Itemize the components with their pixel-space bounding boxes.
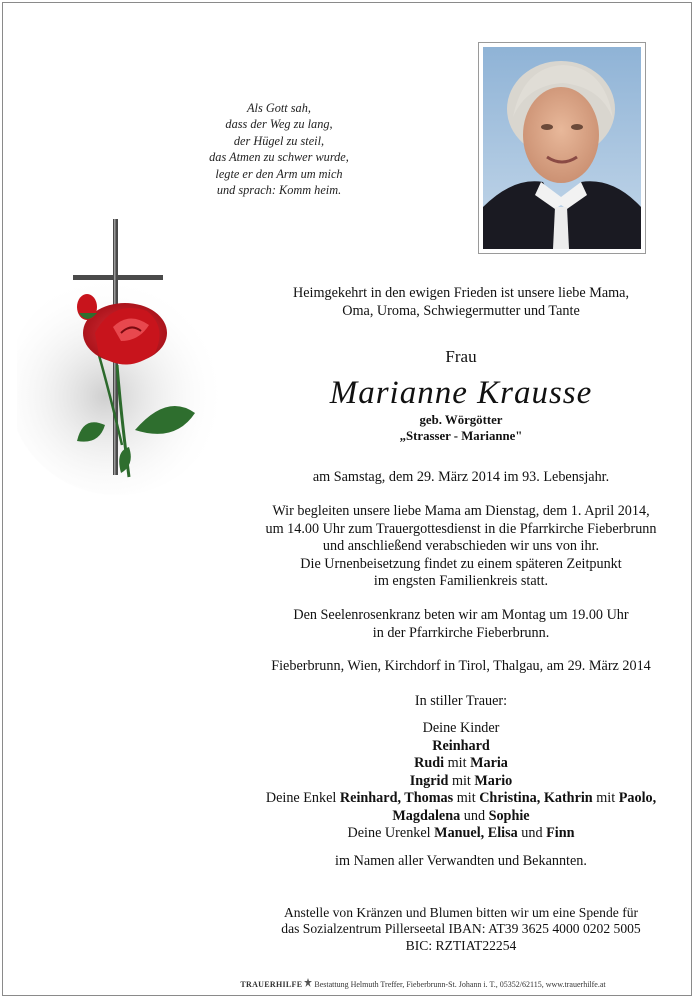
- grandchild-names: Reinhard, Thomas: [339, 790, 454, 806]
- donation-line: Anstelle von Kränzen und Blumen bitten wir um eine Spende für: [283, 905, 639, 920]
- connector: mit: [453, 790, 480, 806]
- partner-name: Maria: [470, 755, 508, 771]
- partner-name: Mario: [474, 772, 513, 789]
- funeral-line: und anschließend verabschieden wir uns von ihr.: [322, 538, 600, 554]
- grandchildren-entry: [231, 790, 691, 808]
- funeral-info: [231, 503, 691, 591]
- poem-line: der Hügel zu steil,: [233, 133, 325, 148]
- donation-line: BIC: RZTIAT22254: [405, 937, 517, 953]
- poem-line: das Atmen zu schwer wurde,: [209, 150, 349, 165]
- child-entry: [231, 773, 691, 791]
- greatgrandchild-names: Finn: [546, 825, 575, 841]
- child-entry: [231, 755, 691, 773]
- rosary-line: Den Seelenrosenkranz beten wir am Montag um 19.00 Uhr: [293, 607, 629, 623]
- child-name: Reinhard: [432, 737, 490, 754]
- grandchild-names: Christina, Kathrin: [479, 790, 593, 806]
- grandchild-names: Paolo,: [618, 790, 657, 806]
- greatgrandchildren-entry: [231, 825, 691, 843]
- funeral-line: um 14.00 Uhr zum Trauergottesdienst in die Pfarrkirche Fieberbrunn: [265, 520, 657, 537]
- grandchild-names: Magdalena: [392, 807, 461, 824]
- connector: mit: [448, 772, 475, 789]
- poem-line: dass der Weg zu lang,: [225, 117, 333, 132]
- connector: mit: [444, 755, 471, 771]
- portrait-photo: [478, 42, 646, 254]
- family-list: [231, 720, 691, 843]
- connector: mit: [592, 790, 619, 806]
- rosary-info: [231, 607, 691, 642]
- intro-line: Heimgekehrt in den ewigen Frieden ist unsere liebe Mama,: [292, 285, 630, 301]
- intro-text: [231, 285, 691, 320]
- footer: [183, 978, 663, 989]
- child-name: Rudi: [414, 755, 445, 771]
- footer-brand: TRAUERHILFE: [240, 980, 303, 989]
- maiden-name: geb. Wörgötter: [419, 413, 503, 427]
- places-date: Fieberbrunn, Wien, Kirchdorf in Tirol, Thalgau, am 29. März 2014: [271, 658, 651, 674]
- obituary-page: [2, 2, 692, 996]
- child-name: Ingrid: [409, 772, 449, 789]
- children-label: Deine Kinder: [422, 720, 500, 736]
- poem-line: legte er den Arm um mich: [215, 166, 343, 181]
- grandchild-names: Sophie: [488, 807, 530, 824]
- grandchildren-label: Deine Enkel: [265, 790, 340, 806]
- child-entry: [231, 738, 691, 756]
- poem-line: Als Gott sah,: [247, 101, 311, 115]
- relatives-line: im Namen aller Verwandten und Bekannten.: [335, 853, 587, 869]
- greatgrandchild-names: Manuel, Elisa: [434, 825, 518, 841]
- portrait-image: [483, 47, 641, 249]
- greatgrandchildren-label: Deine Urenkel: [347, 825, 435, 841]
- funeral-line: Wir begleiten unsere liebe Mama am Dienstag, dem 1. April 2014,: [272, 503, 650, 519]
- cross-with-rose-icon: [17, 215, 232, 520]
- donation-info: [231, 905, 691, 954]
- grandchildren-entry: [231, 808, 691, 826]
- connector: und: [460, 807, 489, 824]
- salutation: Frau: [445, 347, 477, 366]
- maiden-name-block: [231, 412, 691, 444]
- intro-line: Oma, Uroma, Schwiegermutter und Tante: [342, 302, 580, 319]
- mourning-label: In stiller Trauer:: [414, 693, 508, 709]
- rosary-line: in der Pfarrkirche Fieberbrunn.: [372, 624, 550, 641]
- connector: und: [517, 825, 547, 841]
- funeral-line: Die Urnenbeisetzung findet zu einem späteren Zeitpunkt: [300, 555, 622, 572]
- footer-text: Bestattung Helmuth Treffer, Fieberbrunn-St. Johann i. T., 05352/62115, www.trauerhilfe.at: [314, 980, 606, 989]
- donation-line: das Sozialzentrum Pillerseetal IBAN: AT39 3625 4000 0202 5005: [281, 921, 641, 937]
- funeral-line: im engsten Familienkreis statt.: [373, 573, 549, 589]
- poem-line: und sprach: Komm heim.: [216, 183, 342, 198]
- deceased-name: Marianne Krausse: [329, 375, 593, 411]
- trauerhilfe-logo-icon: [304, 978, 312, 987]
- death-date: am Samstag, dem 29. März 2014 im 93. Lebensjahr.: [312, 469, 610, 485]
- nickname: „Strasser - Marianne": [399, 429, 523, 443]
- poem: [193, 100, 365, 198]
